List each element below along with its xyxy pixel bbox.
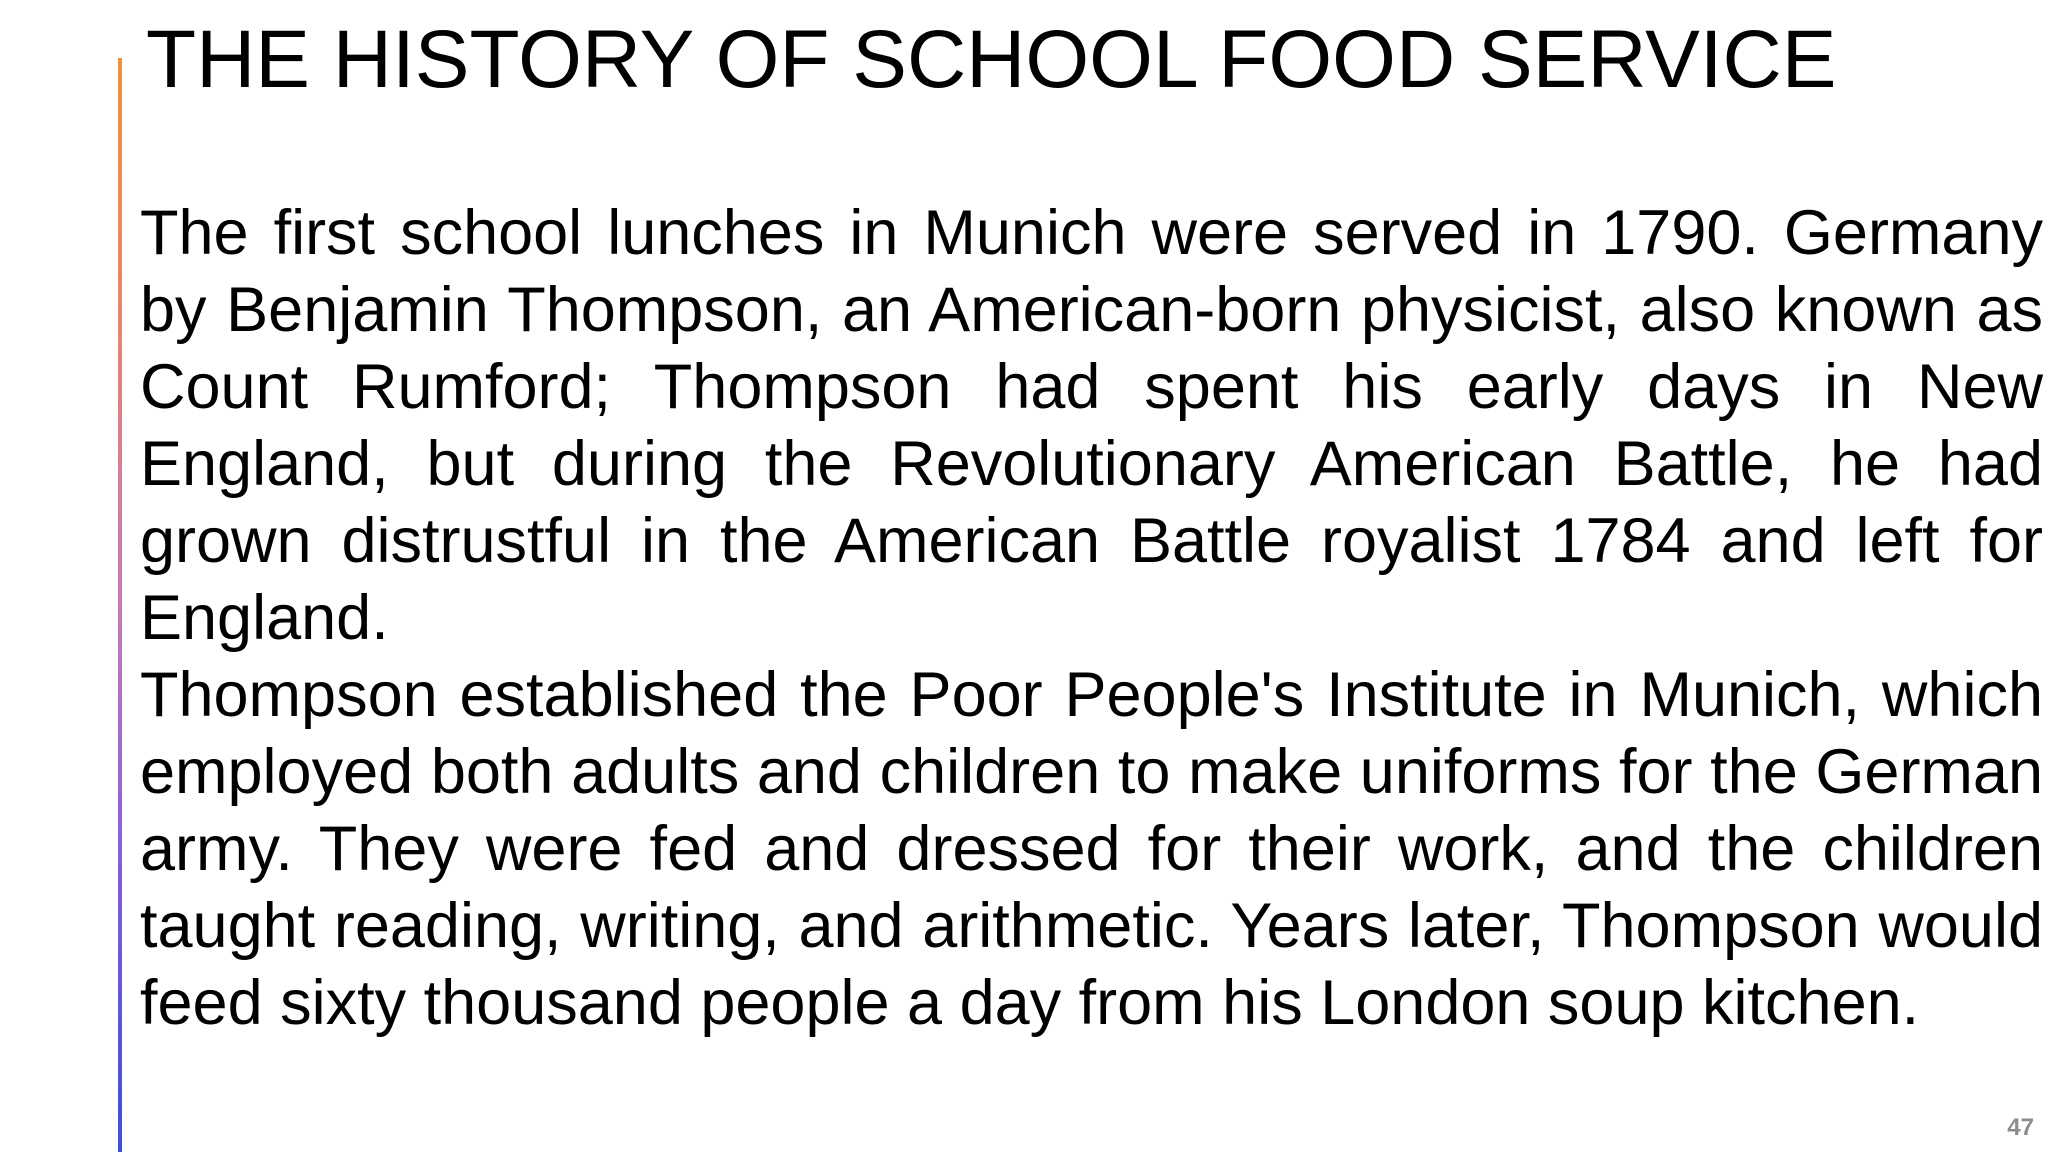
slide-title: THE HISTORY OF SCHOOL FOOD SERVICE	[146, 14, 1837, 105]
body-paragraph-1: The first school lunches in Munich were served in 1790. Germany by Benjamin Thompson, an American-born physicist, also known as Count Rumford; Thompson had spent his early days in New England, but during the Revolutionary American Battle, he had grown distrustful in the American Battle royalist 1784 and left for England.	[140, 198, 2043, 653]
body-paragraph-2: Thompson established the Poor People's Institute in Munich, which employed both adults and children to make uniforms for the German army. They were fed and dressed for their work, and the children taught reading, writing, and arithmetic. Years later, Thompson would feed sixty thousand people a day from his London soup kitchen.	[140, 660, 2043, 1038]
slide-body	[140, 195, 2043, 1042]
page-number: 47	[2007, 1114, 2034, 1141]
accent-bar	[118, 58, 122, 1152]
